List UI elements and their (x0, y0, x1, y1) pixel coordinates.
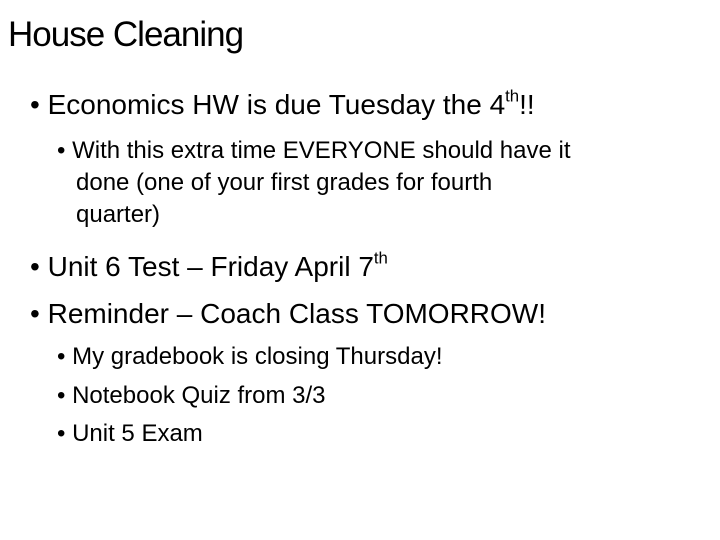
slide-title: House Cleaning (8, 15, 244, 54)
sub-bullet-continuation: done (one of your first grades for fourth (76, 169, 493, 196)
bullet-dot-icon: • (30, 251, 40, 282)
bullet-text: Reminder – Coach Class TOMORROW! (47, 298, 547, 329)
bullet-dot-icon: • (57, 343, 66, 370)
bullet-text-end: !! (519, 89, 535, 120)
sub-bullet-continuation: quarter) (76, 201, 161, 228)
sub-bullet-notebook-quiz (57, 380, 326, 412)
bullet-superscript: th (373, 248, 388, 268)
bullet-dot-icon: • (30, 298, 40, 329)
sub-bullet-unit-5-exam (57, 418, 203, 450)
bullet-text: Economics HW is due Tuesday the 4 (47, 89, 506, 120)
bullet-dot-icon: • (57, 382, 66, 409)
bullet-economics-hw (30, 88, 535, 122)
bullet-dot-icon: • (57, 137, 66, 164)
bullet-text: My gradebook is closing Thursday! (72, 343, 443, 370)
bullet-unit-6-test (30, 250, 388, 284)
sub-bullet-gradebook (57, 341, 442, 373)
bullet-text: Notebook Quiz from 3/3 (72, 382, 326, 409)
bullet-dot-icon: • (57, 420, 66, 447)
bullet-text: Unit 6 Test – Friday April 7 (47, 251, 374, 282)
bullet-dot-icon: • (30, 89, 40, 120)
sub-bullet-extra-time (57, 135, 571, 167)
bullet-text: With this extra time EVERYONE should have it (72, 137, 571, 164)
bullet-reminder-coach-class (30, 297, 546, 331)
bullet-text: Unit 5 Exam (72, 420, 203, 447)
bullet-superscript: th (505, 86, 520, 106)
